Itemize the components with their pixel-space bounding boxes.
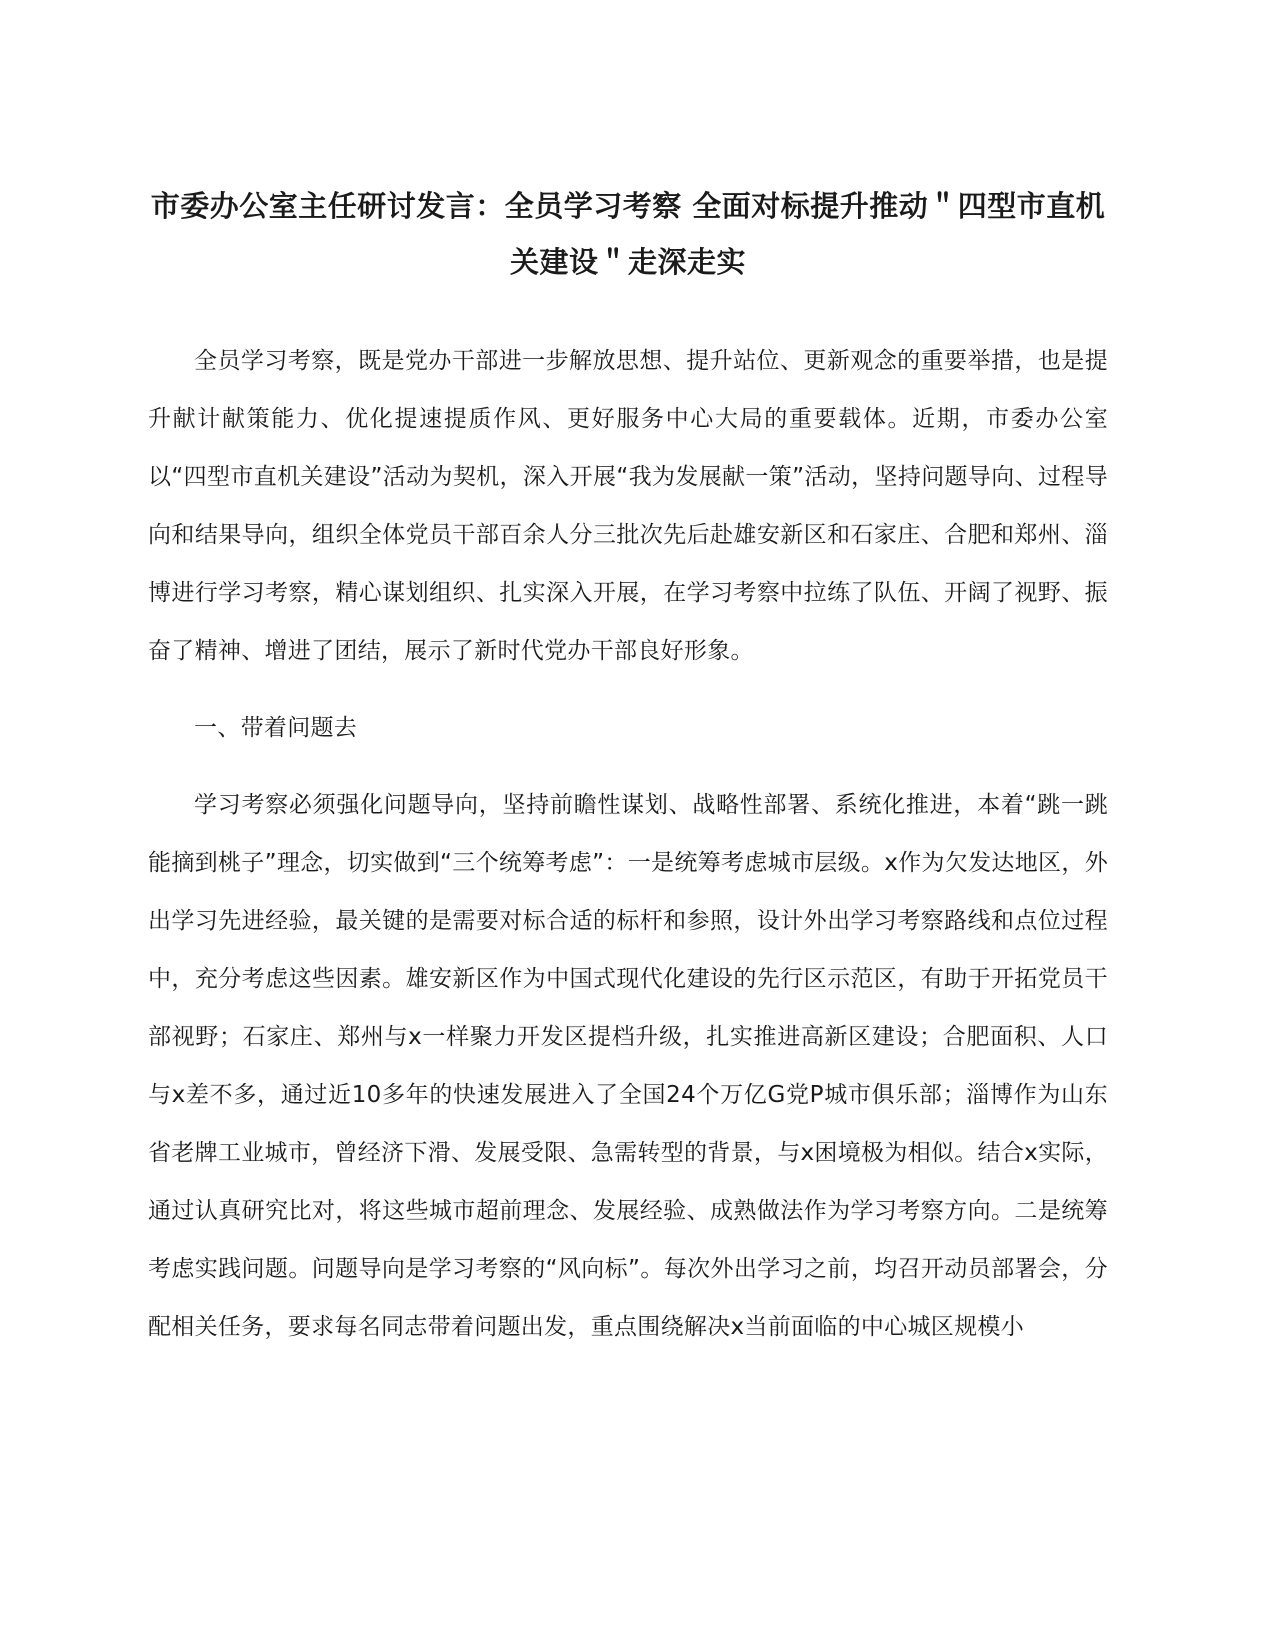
intro-paragraph: 全员学习考察，既是党办干部进一步解放思想、提升站位、更新观念的重要举措，也是提升献计献策能力、优化提速提质作风、更好服务中心大局的重要载体。近期，市委办公室以“四型市直机关建设”活动为契机，深入开展“我为发展献一策”活动，坚持问题导向、过程导向和结果导向，组织全体党员干部百余人分三批次先后赴雄安新区和石家庄、合肥和郑州、淄博进行学习考察，精心谋划组织、扎实深入开展，在学习考察中拉练了队伍、开阔了视野、振奋了精神、增进了团结，展示了新时代党办干部良好形象。 — [148, 348, 1108, 664]
document-title: 市委办公室主任研讨发言：全员学习考察 全面对标提升推动＂四型市直机关建设＂走深走实 — [150, 189, 1106, 279]
section-heading: 一、带着问题去 — [194, 715, 358, 741]
document-page — [148, 178, 1108, 1356]
section-paragraph: 学习考察必须强化问题导向，坚持前瞻性谋划、战略性部署、系统化推进，本着“跳一跳能摘到桃子”理念，切实做到“三个统筹考虑”：一是统筹考虑城市层级。x作为欠发达地区，外出学习先进经验，最关键的是需要对标合适的标杆和参照，设计外出学习考察路线和点位过程中，充分考虑这些因素。雄安新区作为中国式现代化建设的先行区示范区，有助于开拓党员干部视野；石家庄、郑州与x一样聚力开发区提档升级，扎实推进高新区建设；合肥面积、人口与x差不多，通过近10多年的快速发展进入了全国24个万亿G党P城市俱乐部；淄博作为山东省老牌工业城市，曾经济下滑、发展受限、急需转型的背景，与x困境极为相似。结合x实际，通过认真研究比对，将这些城市超前理念、发展经验、成熟做法作为学习考察方向。二是统筹考虑实践问题。问题导向是学习考察的“风向标”。每次外出学习之前，均召开动员部署会，分配相关任务，要求每名同志带着问题出发，重点围绕解决x当前面临的中心城区规模小 — [148, 792, 1108, 1340]
